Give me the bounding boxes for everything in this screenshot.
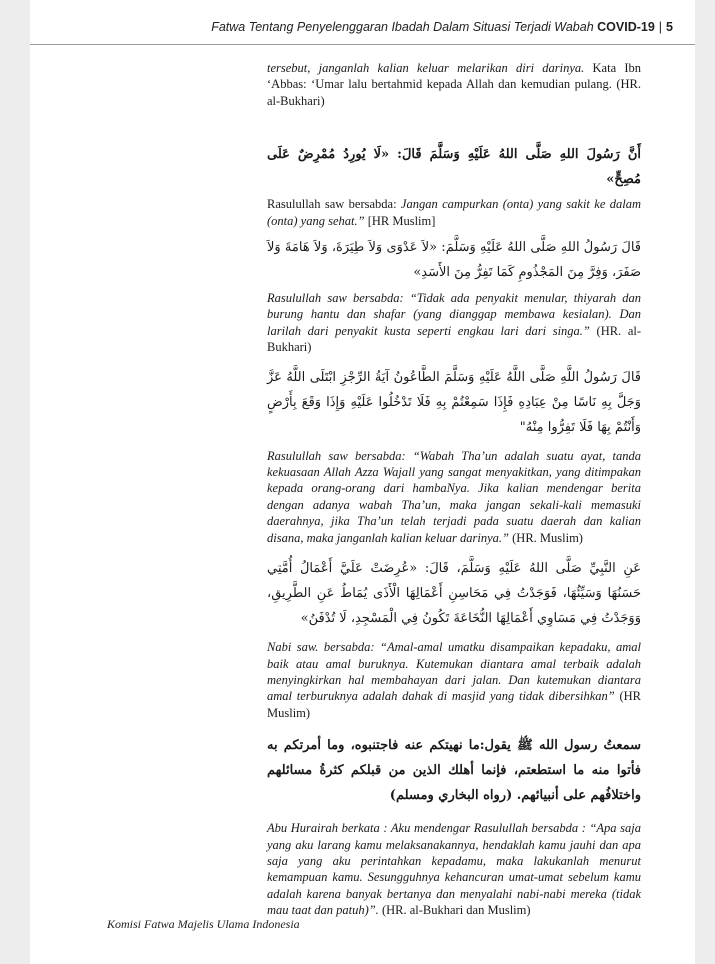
translation-paragraph <box>267 196 641 229</box>
translation-paragraph <box>267 290 641 356</box>
translation-italic-text: Rasulullah saw bersabda: “Wabah Tha’un adalah suatu ayat, tanda kekuasaan Allah Azza Wajall yang sangat menyakitkan, yang ditimpakan kepada orang-orang dari hambaNya. Jika kalian mendengar berita dengan adanya wabah Tha’un, maka jangan sekali-kali memasuki daerahnya, jika Tha’un telah terjadi pada suatu daerah dan kalian disana, maka janganlah kalian keluar darinya.” <box>267 448 641 545</box>
translation-italic-text: tersebut, janganlah kalian keluar melarikan diri darinya. <box>267 61 585 75</box>
running-header <box>30 20 673 34</box>
translation-citation: (HR Muslim) <box>267 689 641 720</box>
translation-italic-text: Abu Hurairah berkata : Aku mendengar Rasulullah bersabda : “Apa saja yang aku larang kamu melaksanakannya, hendaklah kamu jauhi dan apa saja yang aku perintahkan kepadamu, maka lakukanlah menurut kemampuan kamu. Sesungguhnya kehancuran umat-umat sebelum kamu adalah karena banyak bertanya dan menyalahi nabi-nabi mereka (tidak mau taat dan patuh)”. <box>267 821 641 918</box>
hadith-arabic-text: قَالَ رَسُولُ اللهِ صَلَّى اللهُ عَلَيْهِ وَسَلَّمَ: «لاَ عَدْوَى وَلاَ طِيَرَةَ، وَلاَ هَامَةَ وَلاَ صَفَرَ، وَفِرَّ مِنَ المَجْذُومِ كَمَا تَفِرُّ مِنَ الأَسَدِ» <box>267 240 641 281</box>
translation-citation: (HR. al-Bukhari) <box>267 323 642 355</box>
hadith-arabic-text: سمعتُ رسول الله ﷺ يقول:ما نهيتكم عنه فاجتنبوه، وما أمرتكم به فأتوا منه ما استطعتم، فإنما أهلك الذين من قبلكم كثرةُ مسائلهم واختلافُهم على أنبيائهم. (رواه البخاري ومسلم) <box>267 738 641 804</box>
hadith-arabic-text: قَالَ رَسُولُ اللَّهِ صَلَّى اللَّهُ عَلَيْهِ وَسَلَّمَ الطَّاعُونُ آيَةُ الرِّجْزِ ابْتَلَى اللَّهُ عَزَّ وَجَلَّ بِهِ نَاسًا مِنْ عِبَادِهِ فَإِذَا سَمِعْتُمْ بِهِ فَلَا تَدْخُلُوا عَلَيْهِ وَإِذَا وَقَعَ بِأَرْضٍ وَأَنْتُمْ بِهَا فَلَا تَفِرُّوا مِنْهُ" <box>267 369 641 435</box>
document-page <box>30 0 695 964</box>
content-column <box>267 60 641 919</box>
header-separator: | <box>658 20 663 34</box>
page-number: 5 <box>666 20 673 34</box>
hadith-arabic-text: عَنِ النَّبِيِّ صَلَّى اللهُ عَلَيْهِ وَسَلَّمَ، قَالَ: «عُرِضَتْ عَلَيَّ أَعْمَالُ أُمَّتِي حَسَنُهَا وَسَيِّئُهَا، فَوَجَدْتُ فِي مَحَاسِنِ أَعْمَالِهَا الْأَذَى يُمَاطُ عَنِ الطَّرِيقِ، وَوَجَدْتُ فِي مَسَاوِي أَعْمَالِهَا النُّخَاعَةَ تَكُونُ فِي الْمَسْجِدِ، لَا تُدْفَنُ» <box>267 561 641 627</box>
translation-citation: (HR. Muslim) <box>509 530 583 545</box>
translation-citation: [HR Muslim] <box>364 213 436 228</box>
translation-italic-text: Jangan campurkan (onta) yang sakit ke dalam (onta) yang sehat.” <box>267 197 641 228</box>
translation-paragraph <box>267 820 641 918</box>
header-covid-label: COVID-19 <box>597 20 655 34</box>
page-footer: Komisi Fatwa Majelis Ulama Indonesia <box>107 917 300 931</box>
hadith-arabic-text: أَنَّ رَسُولَ اللهِ صَلَّى اللهُ عَلَيْهِ وَسَلَّمَ قَالَ: «لَا يُورِدُ مُمْرِضٌ عَلَى مُصِحٍّ» <box>267 147 641 188</box>
translation-paragraph <box>267 448 641 546</box>
header-divider <box>30 44 695 45</box>
translation-plain-text: Kata Ibn ‘Abbas: ‘Umar lalu bertahmid kepada Allah dan kemudian pulang. (HR. al-Bukhari) <box>267 61 641 108</box>
translation-paragraph <box>267 60 641 109</box>
translation-italic-text: Rasulullah saw bersabda: “Tidak ada penyakit menular, thiyarah dan burung hantu dan shafar (yang dianggap membawa kesialan). Dan larilah dari penyakit kusta seperti engkau lari dari singa.” <box>267 291 641 338</box>
translation-plain-text: Rasulullah saw bersabda: <box>267 197 401 212</box>
header-title: Fatwa Tentang Penyelenggaran Ibadah Dalam Situasi Terjadi Wabah <box>211 20 594 34</box>
translation-citation: (HR. al-Bukhari dan Muslim) <box>378 903 531 918</box>
translation-italic-text: Nabi saw. bersabda: “Amal-amal umatku disampaikan kepadaku, amal baik atau amal buruknya. Kutemukan diantara amal terbaik adalah menyingkirkan hal membahayan dari jalan. Dan kutemukan diantara amal terburuknya adalah dahak di masjid yang tidak dibersihkan” <box>267 640 641 704</box>
translation-paragraph <box>267 639 641 721</box>
